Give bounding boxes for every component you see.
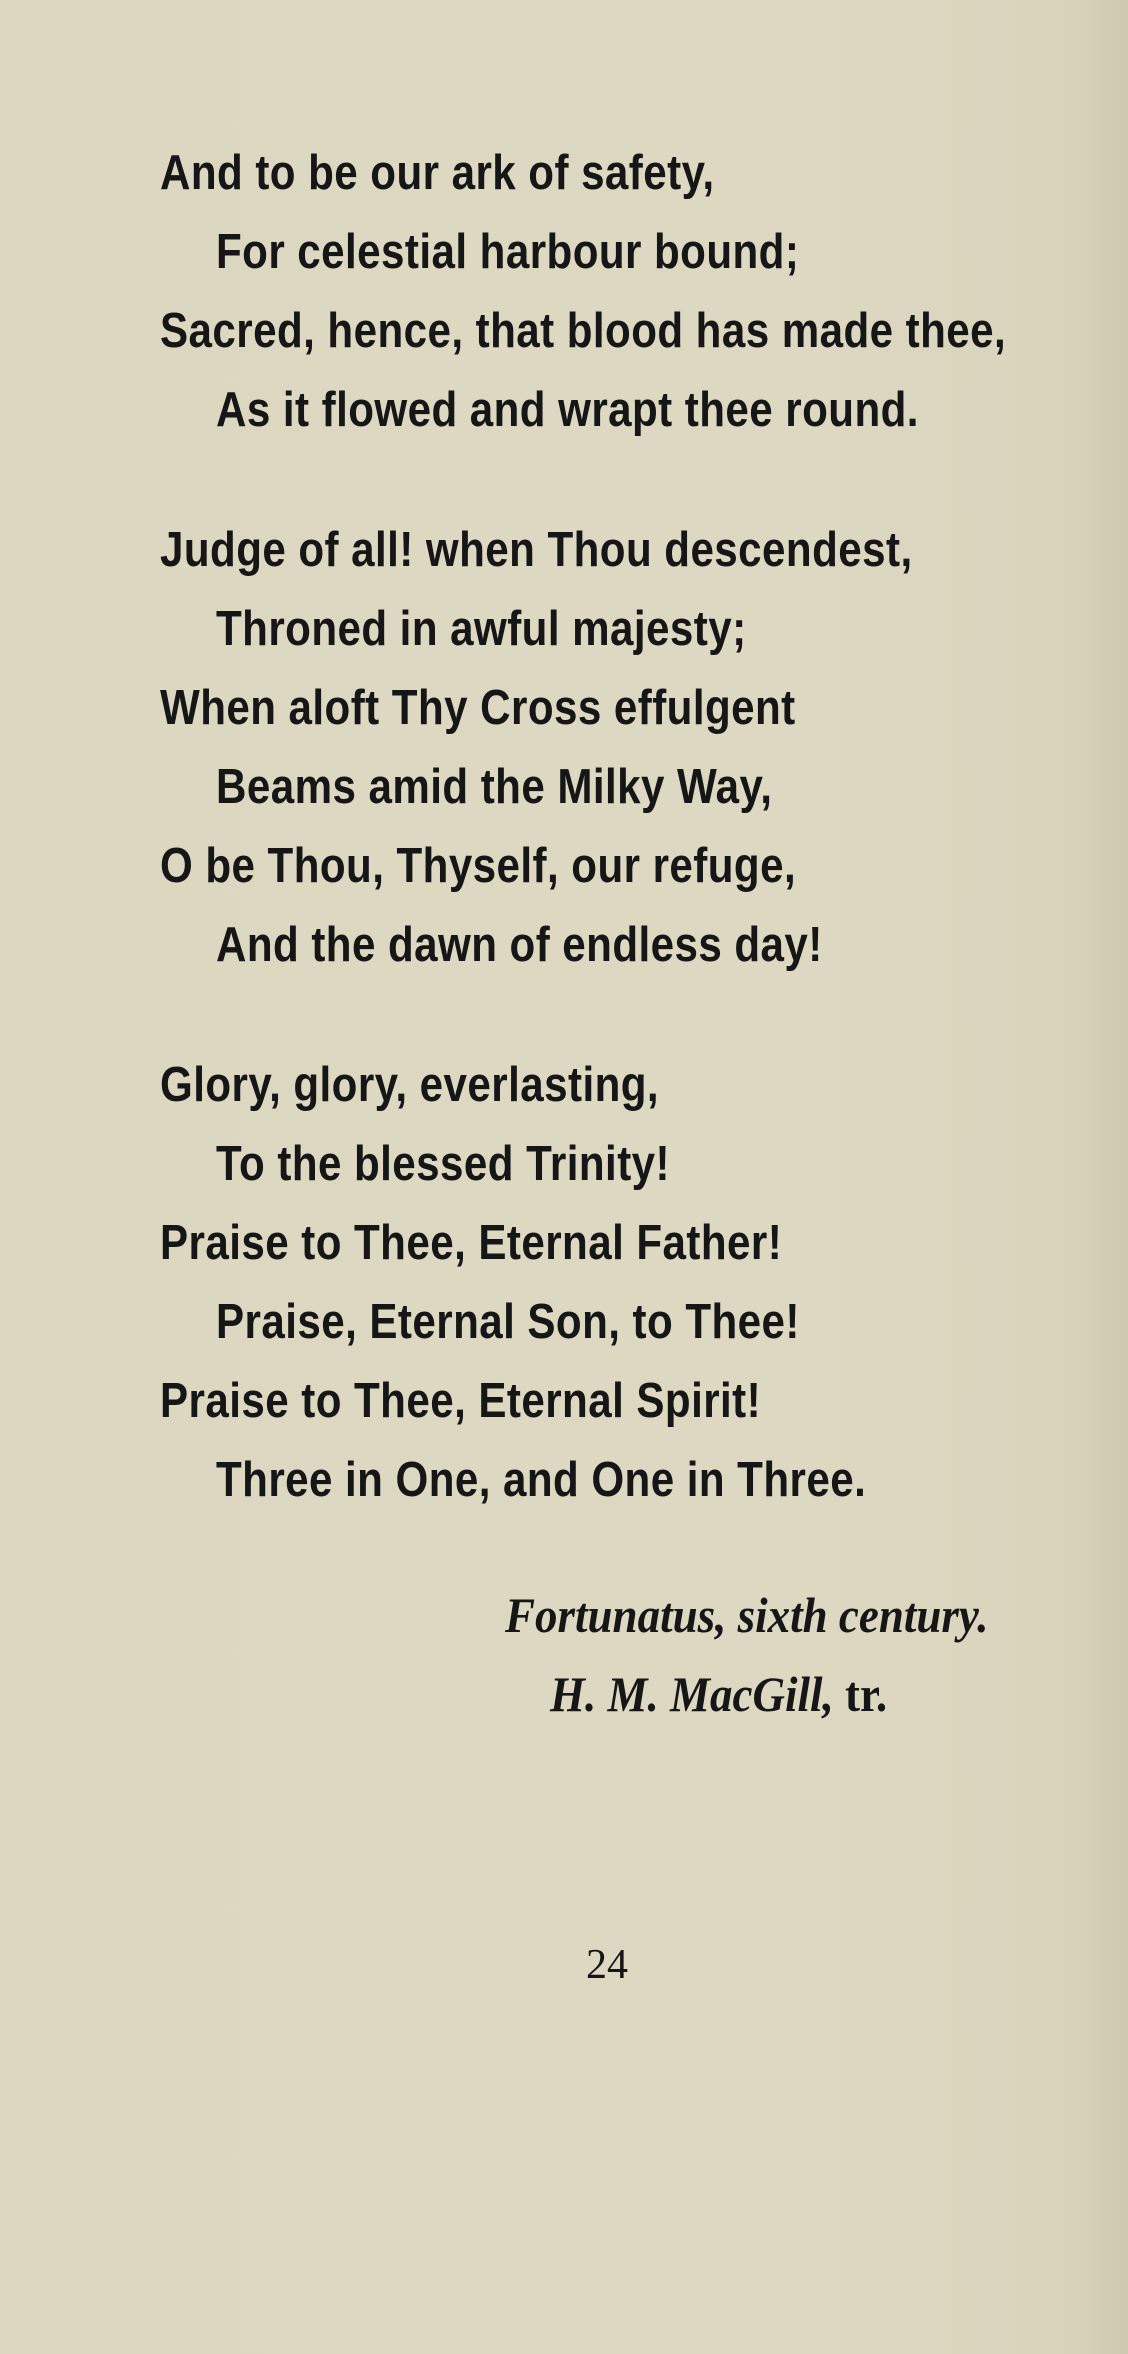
page-number: 24 xyxy=(586,1942,628,1988)
translator-suffix: tr. xyxy=(845,1666,888,1722)
verse-line: Praise to Thee, Eternal Father! xyxy=(160,1216,783,1270)
verse-line: Sacred, hence, that blood has made thee, xyxy=(160,304,1007,358)
translator-name: H. M. MacGill, xyxy=(550,1666,834,1722)
verse-line: Three in One, and One in Three. xyxy=(216,1453,867,1507)
verse-line: Throned in awful majesty; xyxy=(216,602,747,656)
verse-line: And the dawn of endless day! xyxy=(216,918,823,972)
verse-line: Praise to Thee, Eternal Spirit! xyxy=(160,1374,762,1428)
verse-line: As it flowed and wrapt thee round. xyxy=(216,383,919,437)
verse-line: Beams amid the Milky Way, xyxy=(216,760,773,814)
verse-line: Glory, glory, everlasting, xyxy=(160,1058,660,1112)
verse-line: O be Thou, Thyself, our refuge, xyxy=(160,839,797,893)
verse-line: When aloft Thy Cross effulgent xyxy=(160,681,796,735)
verse-line: Praise, Eternal Son, to Thee! xyxy=(216,1295,800,1349)
verse-line: Judge of all! when Thou descendest, xyxy=(160,523,913,577)
verse-line: And to be our ark of safety, xyxy=(160,146,715,200)
translator-attribution xyxy=(550,1664,887,1724)
author-attribution xyxy=(505,1585,988,1645)
author-name: Fortunatus, sixth century. xyxy=(505,1587,989,1643)
verse-line: To the blessed Trinity! xyxy=(216,1137,670,1191)
verse-line: For celestial harbour bound; xyxy=(216,225,800,279)
